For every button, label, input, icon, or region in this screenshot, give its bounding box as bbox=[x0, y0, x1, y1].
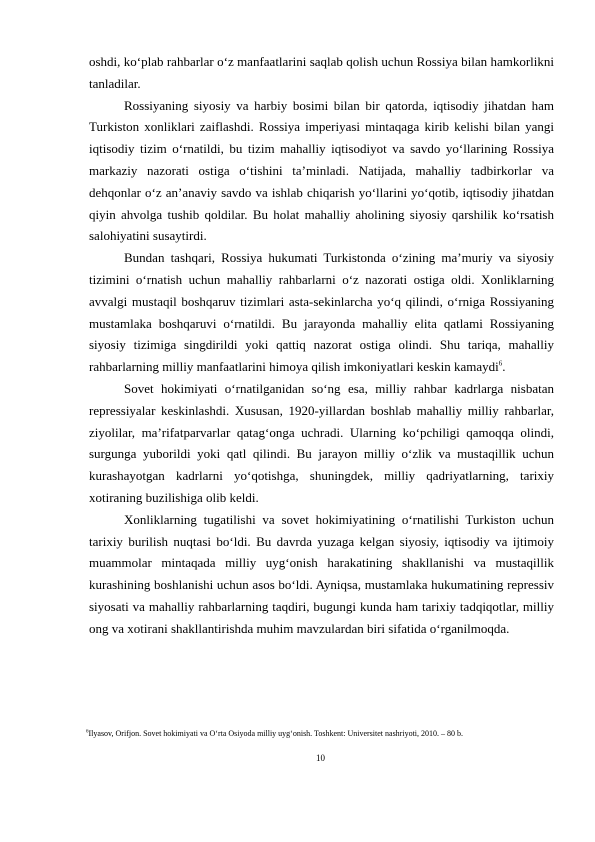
page-number: 10 bbox=[316, 753, 325, 763]
footnote-reference[interactable]: 6 bbox=[498, 359, 503, 368]
footnote-text: Ilyasov, Orifjon. Sovet hokimiyati va O‘rta Osiyoda milliy uyg‘onish. Toshkent: Universitet nashriyoti, 2010. – 80 b. bbox=[88, 729, 464, 738]
paragraph-3-suffix: . bbox=[502, 359, 506, 375]
page-body bbox=[89, 51, 554, 640]
paragraph-2: Rossiyaning siyosiy va harbiy bosimi bilan bir qatorda, iqtisodiy jihatdan ham Turkiston xonliklari zaiflashdi. Rossiya imperiyasi mintaqaga kirib kelishi bilan yangi iqtisodiy tizim o‘rnatildi, bu tizim mahalliy iqtisodiyot va savdo yo‘llarining Rossiya markaziy nazorati ostiga o‘tishini ta’minladi. Natijada, mahalliy tadbirkorlar va dehqonlar o‘z an’anaviy savdo va ishlab chiqarish yo‘llarini yo‘qotib, iqtisodiy jihatdan qiyin ahvolga tushib qoldilar. Bu holat mahalliy aholining siyosiy qarshilik ko‘rsatish salohiyatini susaytirdi. bbox=[89, 97, 554, 244]
paragraph-1: oshdi, ko‘plab rahbarlar o‘z manfaatlarini saqlab qolish uchun Rossiya bilan hamkorlikni tanladilar. bbox=[89, 54, 554, 91]
footnote-number: 6 bbox=[86, 729, 89, 735]
footnote bbox=[86, 729, 558, 739]
paragraph-4: Sovet hokimiyati o‘rnatilganidan so‘ng esa, milliy rahbar kadrlarga nisbatan repressiyalar keskinlashdi. Xususan, 1920-yillardan boshlab mahalliy milliy rahbarlar, ziyolilar, ma’rifatparvarlar qatag‘onga uchradi. Ularning ko‘pchiligi qamoqqa olindi, surgunga yuborildi yoki qatl qilindi. Bu jarayon milliy o‘zlik va mustaqillik uchun kurashayotgan kadrlarni yo‘qotishga, shuningdek, milliy qadriyatlarning, tarixiy xotiraning buzilishiga olib keldi. bbox=[89, 380, 554, 505]
paragraph-3-text: Bundan tashqari, Rossiya hukumati Turkistonda o‘zining ma’muriy va siyosiy tizimini o‘rnatish uchun mahalliy rahbarlarni o‘z nazorati ostiga oldi. Xonliklarning avvalgi mustaqil boshqaruv tizimlari asta-sekinlarcha yo‘q qilindi, o‘rniga Rossiyaning mustamlaka boshqaruvi o‘rnatildi. Bu jarayonda mahalliy elita qatlami Rossiyaning siyosiy tizimiga singdirildi yoki qattiq nazorat ostiga olindi. Shu tariqa, mahalliy rahbarlarning milliy manfaatlarini himoya qilish imkoniyatlari keskin kamaydi bbox=[89, 250, 554, 375]
paragraph-5: Xonliklarning tugatilishi va sovet hokimiyatining o‘rnatilishi Turkiston uchun tarixiy burilish nuqtasi bo‘ldi. Bu davrda yuzaga kelgan siyosiy, iqtisodiy va ijtimoiy muammolar mintaqada milliy uyg‘onish harakatining shakllanishi va mustaqillik kurashining boshlanishi uchun asos bo‘ldi. Ayniqsa, mustamlaka hukumatining repressiv siyosati va mahalliy rahbarlarning taqdiri, bugungi kunda ham tarixiy tadqiqotlar, milliy ong va xotirani shakllantirishda muhim mavzulardan biri sifatida o‘rganilmoqda. bbox=[89, 511, 554, 636]
paragraph-3 bbox=[89, 247, 554, 378]
